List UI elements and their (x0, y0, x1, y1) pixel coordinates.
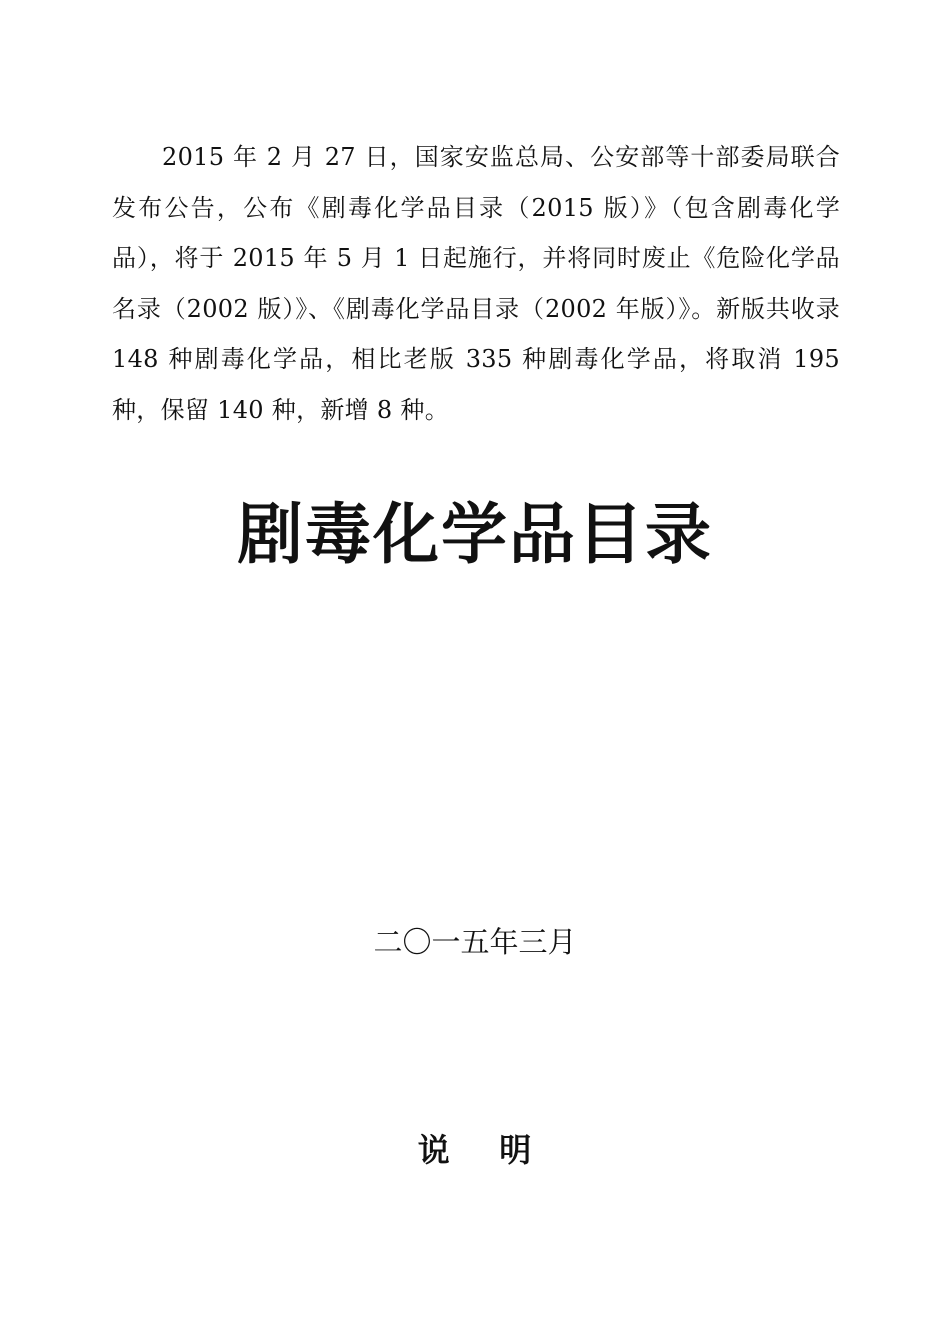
intro-paragraph: 2015 年 2 月 27 日，国家安监总局、公安部等十部委局联合发布公告，公布《剧毒化学品目录（2015 版）》（包含剧毒化学品），将于 2015 年 5 月 1 日起施行，并将同时废止《危险化学品名录（2002 版）》、《剧毒化学品目录（2002 年版）》。新版共收录 148 种剧毒化学品，相比老版 335 种剧毒化学品，将取消 195 种，保留 140 种，新增 8 种。 (112, 143, 840, 424)
document-title: 剧毒化学品目录 (237, 496, 713, 573)
document-date: 二〇一五年三月 (373, 925, 577, 959)
section-heading-explanation: 说 明 (417, 1131, 533, 1169)
